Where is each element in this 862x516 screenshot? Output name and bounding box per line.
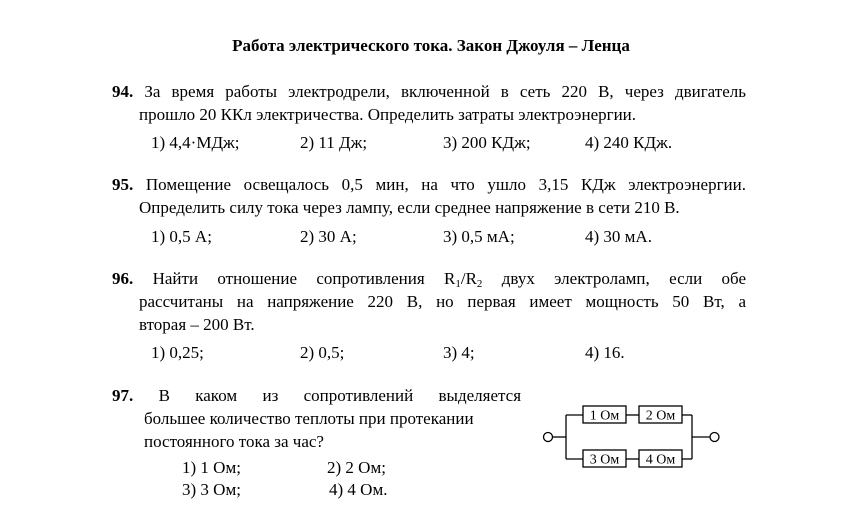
problem-94: [112, 80, 746, 126]
problem-text: Помещение освещалось 0,5 мин, на что ушло 3,15 КДж электроэнергии.: [145, 175, 746, 194]
problem-96-line-3: вторая – 200 Вт.: [139, 315, 255, 334]
answer-94-4: 4) 240 КДж.: [585, 133, 673, 152]
problem-number: 97.: [112, 386, 134, 405]
problem-96-line-2: рассчитаны на напряжение 220 В, но первая имеет мощность 50 Вт, а: [139, 292, 746, 311]
circuit-diagram: [540, 402, 730, 472]
problem-text: /R: [460, 269, 477, 288]
answer-96-3: 3) 4;: [443, 343, 475, 362]
answer-94-1: 1) 4,4·МДж;: [151, 133, 240, 152]
problem-text: Найти отношение сопротивления R: [152, 269, 456, 288]
problem-number: 95.: [112, 175, 134, 194]
problem-95: [112, 173, 746, 219]
terminal-left: [544, 433, 553, 442]
problem-text: За время работы электродрели, включенной в сеть 220 В, через двигатель: [144, 82, 747, 101]
resistor-2-label: 2 Ом: [645, 408, 676, 424]
problem-96-line-1: [112, 267, 746, 290]
answer-96-4: 4) 16.: [585, 343, 625, 362]
answer-96-1: 1) 0,25;: [151, 343, 204, 362]
answer-97-2: 2) 2 Ом;: [327, 458, 386, 477]
answer-96-2: 2) 0,5;: [300, 343, 345, 362]
answer-97-4: 4) 4 Ом.: [329, 480, 388, 499]
resistor-1-label: 1 Ом: [589, 408, 620, 424]
problem-number: 96.: [112, 269, 134, 288]
problem-97-line-1: [112, 384, 521, 407]
problem-95-line-1: [112, 173, 746, 196]
answer-95-2: 2) 30 А;: [300, 227, 357, 246]
answer-97-3: 3) 3 Ом;: [182, 480, 241, 499]
page-title: Работа электрического тока. Закон Джоуля – Ленца: [232, 36, 630, 55]
problem-94-line-2: прошло 20 ККл электричества. Определить затраты электроэнергии.: [139, 105, 637, 124]
answer-95-1: 1) 0,5 А;: [151, 227, 212, 246]
problem-text: двух электроламп, если обе: [482, 269, 747, 288]
answer-95-3: 3) 0,5 мА;: [443, 227, 515, 246]
problem-97-line-2: большее количество теплоты при протекании: [144, 409, 474, 428]
subscript: 2: [476, 278, 483, 290]
resistor-3-label: 3 Ом: [589, 452, 620, 468]
problem-96: [112, 267, 746, 336]
answer-94-3: 3) 200 КДж;: [443, 133, 531, 152]
answer-95-4: 4) 30 мА.: [585, 227, 652, 246]
problem-number: 94.: [112, 82, 134, 101]
answer-94-2: 2) 11 Дж;: [300, 133, 368, 152]
problem-97-line-3: постоянного тока за час?: [144, 432, 324, 451]
problem-97: [112, 384, 521, 453]
subscript: 1: [455, 278, 461, 290]
problem-text: В каком из сопротивлений выделяется: [158, 386, 522, 405]
problem-94-line-1: [112, 80, 746, 103]
answer-97-1: 1) 1 Ом;: [182, 458, 241, 477]
problem-95-line-2: Определить силу тока через лампу, если среднее напряжение в сети 210 В.: [139, 198, 680, 217]
resistor-4-label: 4 Ом: [645, 452, 676, 468]
terminal-right: [710, 433, 719, 442]
